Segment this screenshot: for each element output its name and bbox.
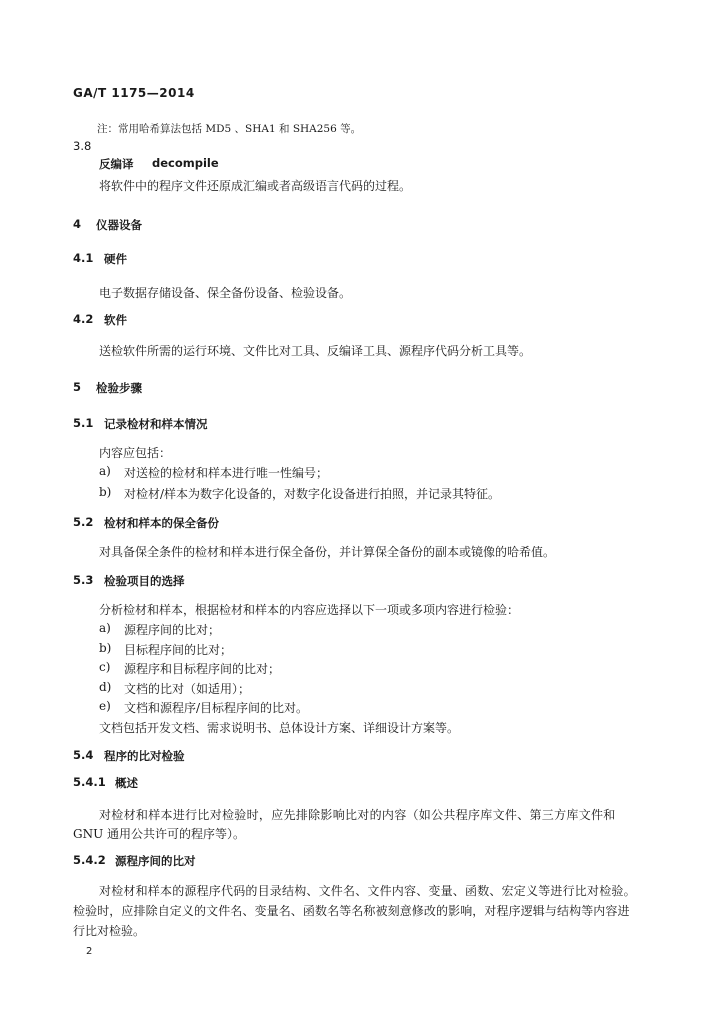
page-number: 2 bbox=[86, 946, 93, 957]
paragraph-line: 行比对检验。 bbox=[73, 924, 146, 938]
clause-5-4-number: 5.4 bbox=[73, 748, 94, 762]
document-header: GA/T 1175—2014 bbox=[73, 86, 195, 100]
section-5-number: 5 bbox=[73, 380, 82, 394]
clause-5-4-title: 程序的比对检验 bbox=[104, 749, 185, 763]
paragraph-line: 对检材和样本的源程序代码的目录结构、文件名、文件内容、变量、函数、宏定义等进行比对检验。 bbox=[99, 884, 636, 898]
list-item: 对送检的检材和样本进行唯一性编号； bbox=[124, 466, 329, 480]
list-marker: a) bbox=[99, 621, 111, 635]
clause-5-4-2-number: 5.4.2 bbox=[73, 853, 106, 867]
clause-5-3-after: 文档包括开发文档、需求说明书、总体设计方案、详细设计方案等。 bbox=[99, 721, 460, 735]
term-definition: 将软件中的程序文件还原成汇编或者高级语言代码的过程。 bbox=[99, 179, 412, 193]
paragraph-line: 检验时，应排除自定义的文件名、变量名、函数名等名称被刻意修改的影响，对程序逻辑与结构等内容进 bbox=[73, 904, 630, 918]
paragraph-line: 对检材和样本进行比对检验时，应先排除影响比对的内容（如公共程序库文件、第三方库文件和 bbox=[99, 808, 616, 822]
clause-5-1-title: 记录检材和样本情况 bbox=[104, 417, 208, 431]
clause-5-2-title: 检材和样本的保全备份 bbox=[104, 516, 219, 530]
list-item: 文档和源程序/目标程序间的比对。 bbox=[124, 701, 309, 715]
note-text: 注：常用哈希算法包括 MD5 、SHA1 和 SHA256 等。 bbox=[97, 123, 362, 135]
clause-5-3-title: 检验项目的选择 bbox=[104, 574, 185, 588]
list-item: 对检材/样本为数字化设备的，对数字化设备进行拍照，并记录其特征。 bbox=[124, 487, 501, 501]
clause-4-2-number: 4.2 bbox=[73, 312, 94, 326]
paragraph-line: GNU 通用公共许可的程序等）。 bbox=[73, 827, 246, 841]
term-en: decompile bbox=[152, 156, 219, 170]
list-item: 文档的比对（如适用）； bbox=[124, 682, 251, 696]
list-marker: b) bbox=[99, 641, 112, 655]
clause-4-2-text: 送检软件所需的运行环境、文件比对工具、反编译工具、源程序代码分析工具等。 bbox=[99, 344, 532, 358]
section-4-title: 仪器设备 bbox=[96, 218, 142, 232]
clause-5-2-number: 5.2 bbox=[73, 515, 94, 529]
section-5-title: 检验步骤 bbox=[96, 381, 142, 395]
clause-4-2-title: 软件 bbox=[104, 313, 127, 327]
list-marker: e) bbox=[99, 699, 111, 713]
term-zh: 反编译 bbox=[99, 157, 134, 171]
clause-5-4-1-title: 概述 bbox=[115, 776, 138, 790]
list-marker: b) bbox=[99, 485, 112, 499]
list-item: 目标程序间的比对； bbox=[124, 643, 233, 657]
clause-4-1-title: 硬件 bbox=[104, 252, 127, 266]
clause-5-3-number: 5.3 bbox=[73, 573, 94, 587]
list-item: 源程序间的比对； bbox=[124, 623, 221, 637]
section-4-number: 4 bbox=[73, 217, 82, 231]
clause-5-1-number: 5.1 bbox=[73, 416, 94, 430]
clause-4-1-text: 电子数据存储设备、保全备份设备、检验设备。 bbox=[99, 286, 352, 300]
clause-3-8-number: 3.8 bbox=[73, 139, 92, 153]
clause-5-4-2-title: 源程序间的比对 bbox=[115, 854, 196, 868]
list-item: 源程序和目标程序间的比对； bbox=[124, 662, 281, 676]
clause-4-1-number: 4.1 bbox=[73, 251, 94, 265]
list-marker: a) bbox=[99, 464, 111, 478]
list-marker: c) bbox=[99, 660, 111, 674]
list-marker: d) bbox=[99, 680, 112, 694]
clause-5-3-intro: 分析检材和样本，根据检材和样本的内容应选择以下一项或多项内容进行检验： bbox=[99, 603, 520, 617]
clause-5-1-intro: 内容应包括： bbox=[99, 446, 172, 460]
clause-5-4-1-number: 5.4.1 bbox=[73, 775, 106, 789]
clause-5-2-text: 对具备保全条件的检材和样本进行保全备份，并计算保全备份的副本或镜像的哈希值。 bbox=[99, 545, 556, 559]
